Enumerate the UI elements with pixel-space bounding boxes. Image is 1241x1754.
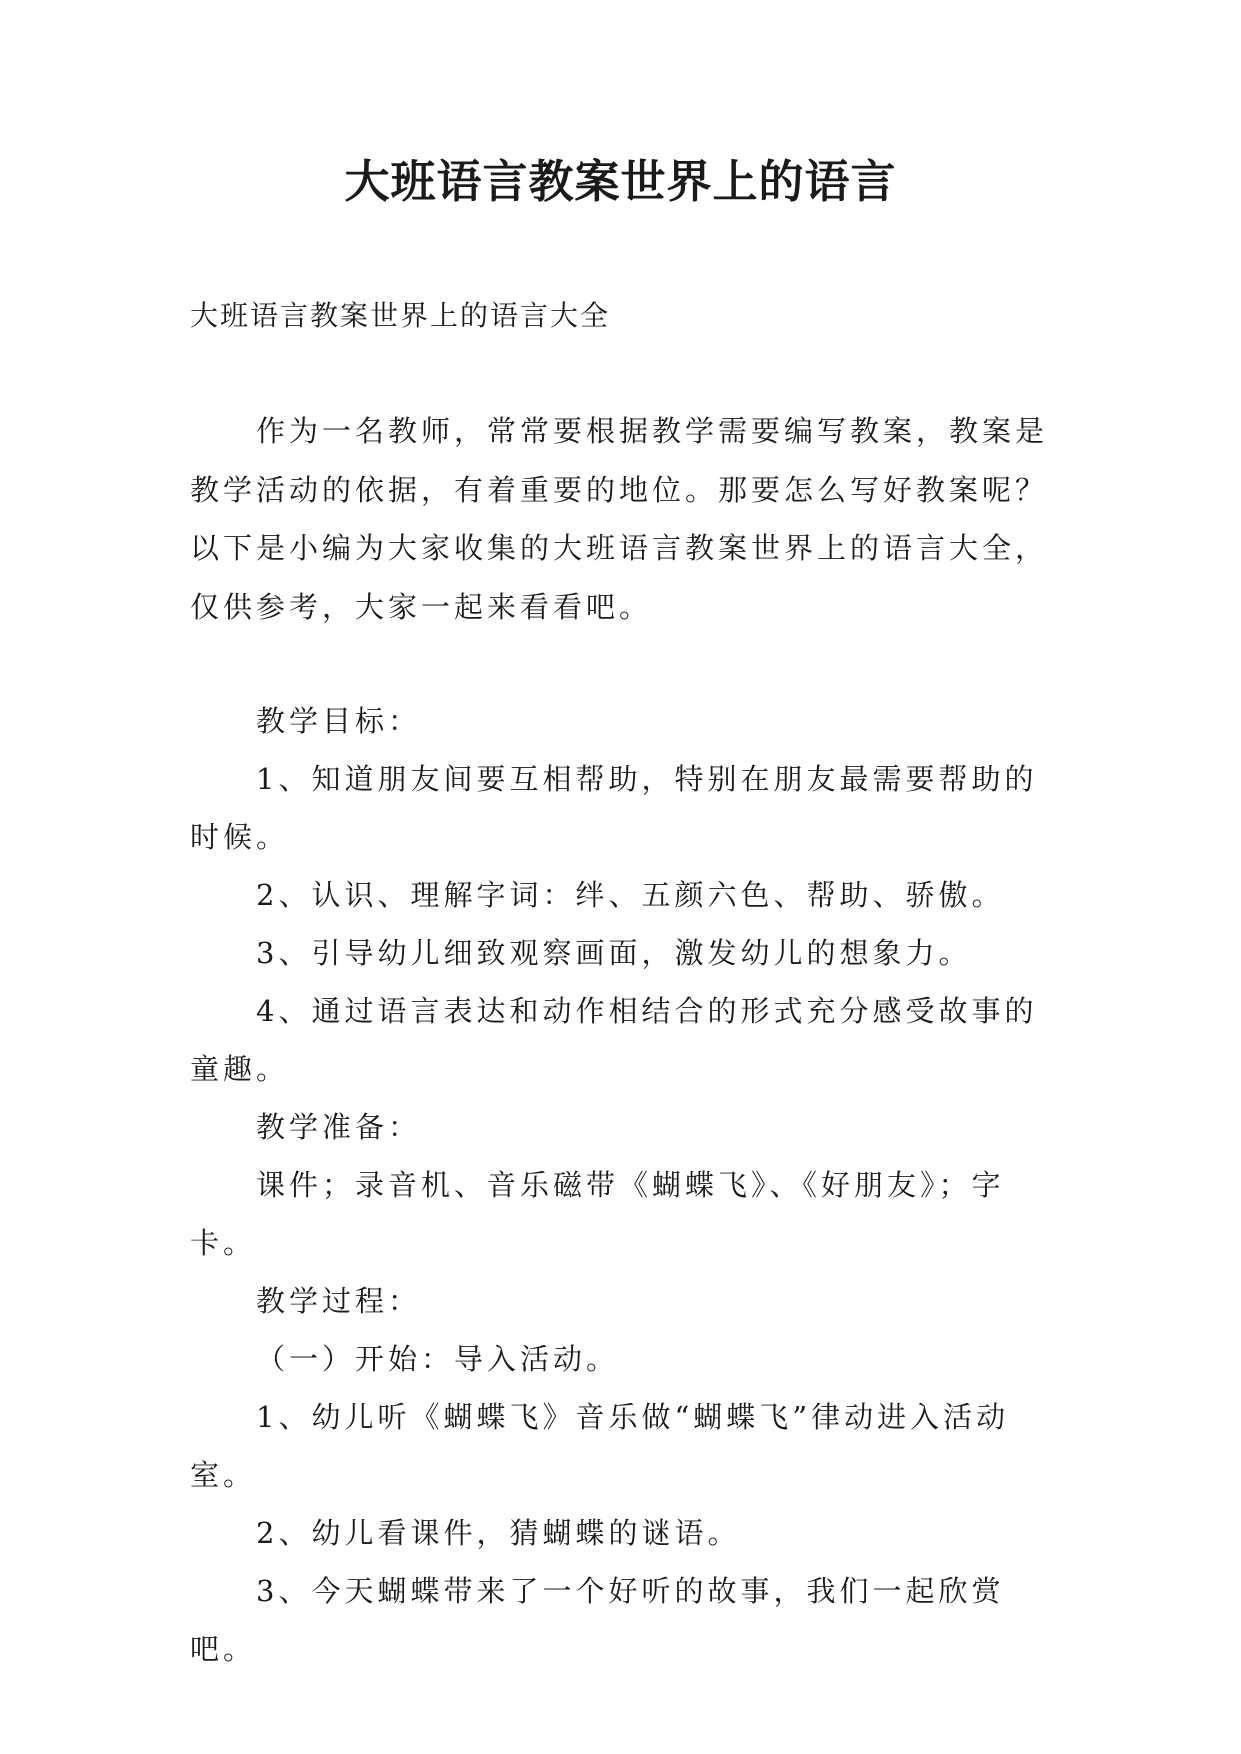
intro-paragraph: 作为一名教师，常常要根据教学需要编写教案，教案是教学活动的依据，有着重要的地位。那要怎么写好教案呢？以下是小编为大家收集的大班语言教案世界上的语言大全，仅供参考，大家一起来看看吧。 (190, 414, 1049, 624)
section-heading-goals: 教学目标： (256, 704, 422, 738)
document-body (190, 692, 1050, 1678)
goal-item: 3、引导幼儿细致观察画面，激发幼儿的想象力。 (256, 936, 972, 970)
goal-item: 4、通过语言表达和动作相结合的形式充分感受故事的童趣。 (190, 994, 1038, 1086)
goal-item: 1、知道朋友间要互相帮助，特别在朋友最需要帮助的时候。 (190, 762, 1038, 854)
process-step-heading: （一）开始：导入活动。 (256, 1342, 620, 1376)
section-heading-process: 教学过程： (256, 1284, 422, 1318)
document-subtitle: 大班语言教案世界上的语言大全 (190, 299, 611, 332)
process-item: 3、今天蝴蝶带来了一个好听的故事，我们一起欣赏吧。 (190, 1574, 1005, 1666)
goal-item: 2、认识、理解字词：绊、五颜六色、帮助、骄傲。 (256, 878, 1005, 912)
document-title: 大班语言教案世界上的语言 (344, 155, 897, 208)
section-heading-preparation: 教学准备： (256, 1110, 422, 1144)
process-item: 2、幼儿看课件，猜蝴蝶的谜语。 (256, 1516, 741, 1550)
process-item: 1、幼儿听《蝴蝶飞》音乐做“蝴蝶飞”律动进入活动室。 (190, 1400, 1010, 1492)
preparation-item: 课件；录音机、音乐磁带《蝴蝶飞》、《好朋友》；字卡。 (190, 1168, 1005, 1260)
